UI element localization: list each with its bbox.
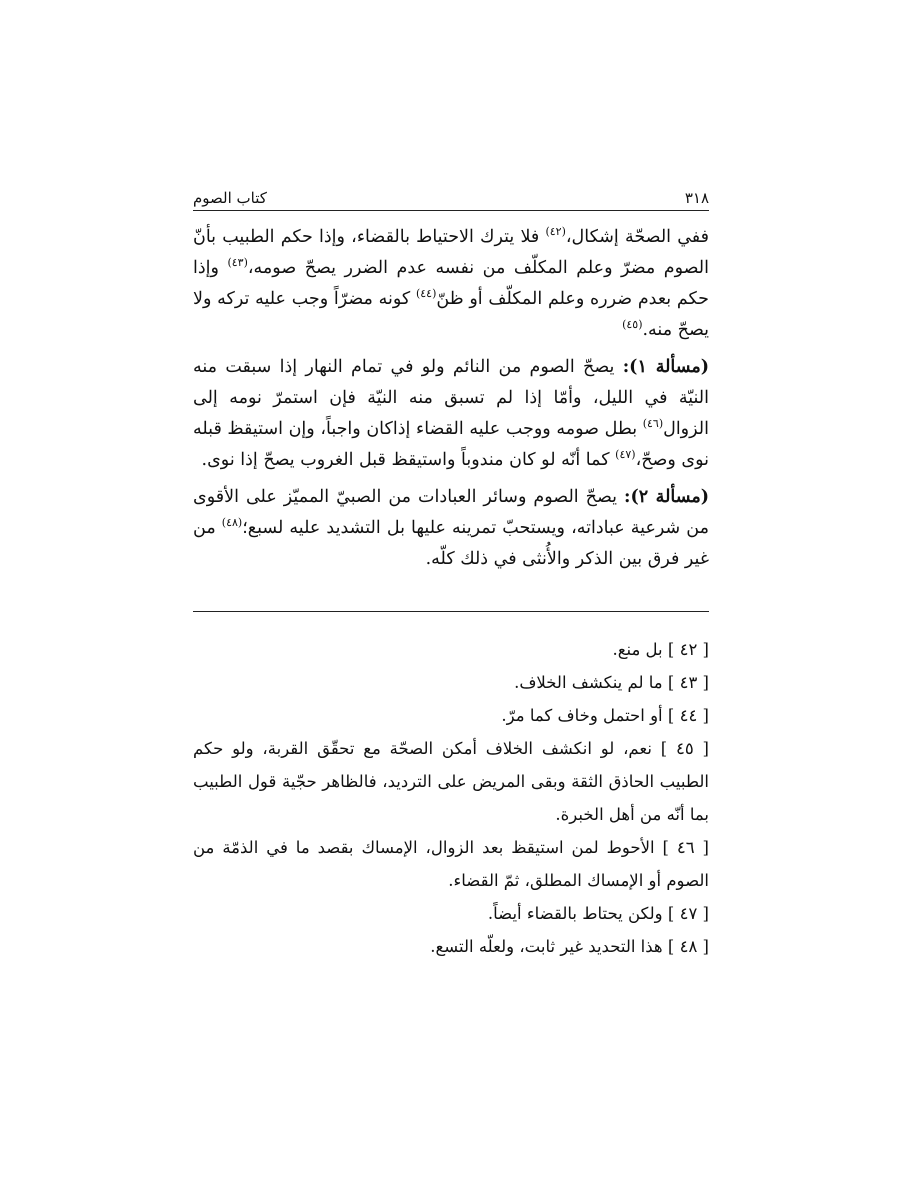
footnote-separator [193, 611, 709, 612]
text-segment: يصحّ الصوم وسائر العبادات من الصبيّ المميّز على الأقوى من شرعية عباداته، ويستحبّ تمرينه عليها بل التشديد عليه لسبع؛ [193, 487, 709, 538]
text-segment: من غير فرق بين الذكر والأُنثى في ذلك كلّه. [193, 518, 709, 569]
footnote-ref-46: (٤٦) [642, 417, 664, 430]
footnote-ref-48: (٤٨) [221, 516, 243, 529]
text-segment: وإذا حكم بعدم ضرره وعلم المكلّف أو ظنّ [193, 258, 709, 309]
issue-label-1: (مسألة ١): [622, 357, 710, 377]
footnote-text: ولكن يحتاط بالقضاء أيضاً. [487, 904, 663, 923]
issue-label-2: (مسألة ٢): [624, 487, 709, 507]
text-segment: كونه مضرّاً وجب عليه تركه ولا يصحّ منه. [193, 289, 709, 340]
footnote-text: بل منع. [612, 640, 663, 659]
footnote-ref-45: (٤٥) [622, 318, 643, 331]
footnote-42 [193, 633, 709, 666]
footnote-45 [193, 732, 709, 831]
running-title: كتاب الصوم [193, 189, 267, 207]
footnote-46 [193, 831, 709, 897]
footnote-number: [ ٤٤ ] [667, 706, 709, 725]
text-segment: كما أنّه لو كان مندوباً واستيقظ قبل الغروب يصحّ إذا نوى. [201, 450, 616, 470]
footnote-43 [193, 666, 709, 699]
footnote-number: [ ٤٦ ] [662, 838, 709, 857]
footnote-48 [193, 930, 709, 963]
footnote-ref-43: (٤٣) [227, 256, 248, 269]
footnote-47 [193, 897, 709, 930]
footnote-ref-47: (٤٧) [615, 448, 636, 461]
footnote-number: [ ٤٨ ] [667, 937, 709, 956]
paragraph-1 [193, 222, 709, 346]
paragraph-3 [193, 482, 709, 575]
footnote-number: [ ٤٢ ] [667, 640, 709, 659]
footnote-ref-42: (٤٢) [545, 225, 566, 238]
footnote-text: ما لم ينكشف الخلاف. [514, 673, 663, 692]
page-number: ٣١٨ [684, 189, 709, 207]
page-header [193, 186, 709, 211]
footnote-text: الأحوط لمن استيقظ بعد الزوال، الإمساك بقصد ما في الذمّة من الصوم أو الإمساك المطلق، ثمّ القضاء. [193, 838, 709, 890]
text-segment: بطل صومه ووجب عليه القضاء إذاكان واجباً، وإن استيقظ قبله نوى وصحّ، [193, 419, 709, 470]
footnote-text: نعم، لو انكشف الخلاف أمكن الصحّة مع تحقّق القربة، ولو حكم الطبيب الحاذق الثقة وبقى المريض على الترديد، فالظاهر حجّية قول الطبيب بما أنّه من أهل الخبرة. [193, 739, 709, 824]
paragraph-2 [193, 352, 709, 476]
footnote-ref-44: (٤٤) [415, 287, 437, 300]
footnote-44 [193, 699, 709, 732]
footnote-number: [ ٤٧ ] [667, 904, 709, 923]
main-text [193, 222, 709, 581]
footnote-number: [ ٤٥ ] [660, 739, 709, 758]
text-segment: فلا يترك الاحتياط بالقضاء، وإذا حكم الطبيب بأنّ الصوم مضرّ وعلم المكلّف من نفسه عدم الضرر يصحّ صومه، [193, 227, 710, 278]
text-segment: يصحّ الصوم من النائم ولو في تمام النهار إذا سبقت منه النيّة في الليل، وأمّا إذا لم تسبق منه النيّة فإن استمرّ نومه إلى الزوال [193, 357, 709, 439]
footnote-text: أو احتمل وخاف كما مرّ. [501, 706, 663, 725]
footnote-number: [ ٤٣ ] [667, 673, 709, 692]
footnote-text: هذا التحديد غير ثابت، ولعلّه التسع. [430, 937, 663, 956]
text-segment: ففي الصحّة إشكال، [565, 227, 709, 247]
footnotes [193, 633, 709, 963]
